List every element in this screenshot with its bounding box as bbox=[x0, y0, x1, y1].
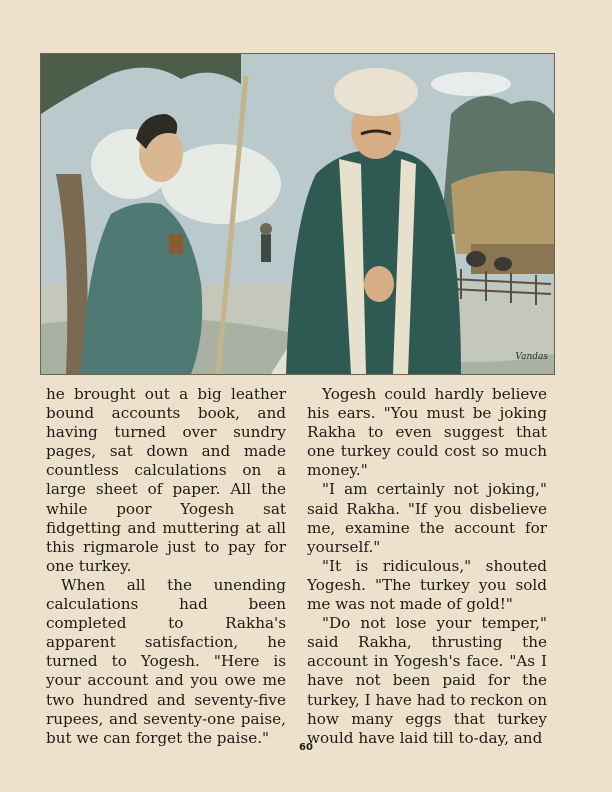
paragraph: Yogesh could hardly believe his ears. "You must be joking Rakha to even suggest that one turkey could cost so much money." bbox=[307, 385, 547, 480]
left-text-column bbox=[46, 385, 286, 748]
page-number: 60 bbox=[299, 742, 313, 753]
paragraph: he brought out a big leather bound accounts book, and having turned over sundry pages, sat down and made countless calculations on a large sheet of paper. All the while poor Yogesh sat fidgetting and muttering at all this rigmarole just to pay for one turkey. bbox=[46, 385, 286, 575]
story-illustration bbox=[40, 53, 555, 375]
paragraph: "I am certainly not joking," said Rakha. "If you disbelieve me, examine the account for yourself." bbox=[307, 480, 547, 556]
artist-signature: Vandas bbox=[515, 352, 548, 362]
paragraph: "It is ridiculous," shouted Yogesh. "The turkey you sold me was not made of gold!" bbox=[307, 556, 547, 614]
paragraph: "Do not lose your temper," said Rakha, thrusting the account in Yogesh's face. "As I have not been paid for the turkey, I have had to reckon on how many eggs that turkey would have laid till to-day, and bbox=[307, 614, 547, 747]
right-text-column bbox=[307, 385, 547, 748]
paragraph: When all the unending calculations had been completed to Rakha's apparent satisfaction, he turned to Yogesh. "Here is your account and you owe me two hundred and seventy-five rupees, and seventy-one paise, but we can forget the paise." bbox=[46, 575, 286, 747]
